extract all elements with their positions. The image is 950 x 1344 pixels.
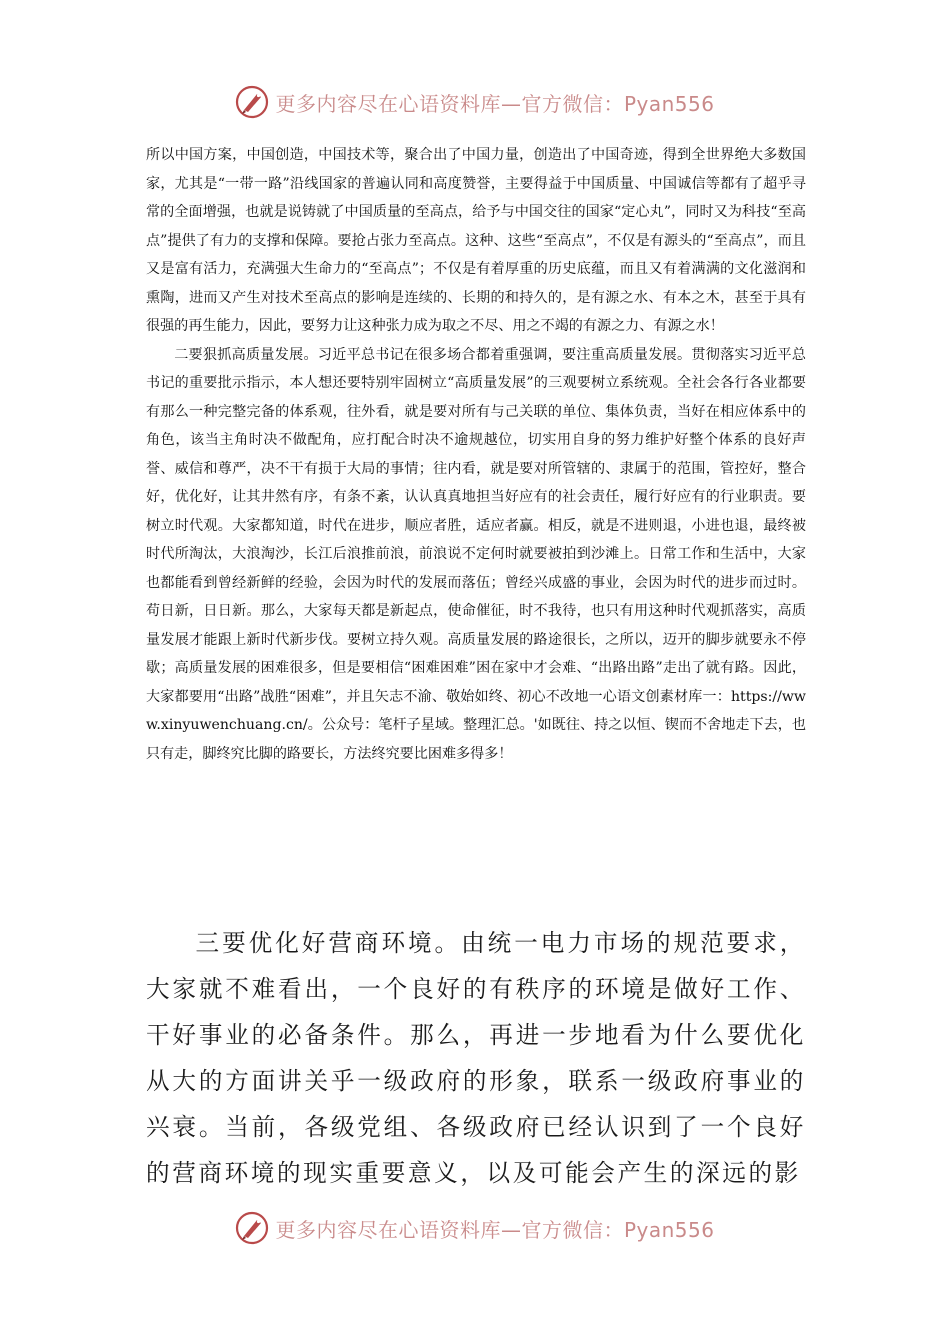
footer-banner-text: 更多内容尽在心语资料库—官方微信：Pyan556 xyxy=(275,1217,715,1242)
paragraph-3: 三要优化好营商环境。由统一电力市场的规范要求，大家就不难看出，一个良好的有秩序的环境是做好工作、干好事业的必备条件。那么，再进一步地看为什么要优化从大的方面讲关乎一级政府的形象，联系一级政府事业的兴衰。当前，各级党组、各级政府已经认识到了一个良好的营商环境的现实重要意义，以及可能会产生的深远的影 xyxy=(146,929,806,1187)
pen-logo-icon xyxy=(235,1211,269,1245)
header-banner xyxy=(0,82,950,122)
pen-logo-icon xyxy=(235,85,269,119)
paragraph-1: 所以中国方案，中国创造，中国技术等，聚合出了中国力量，创造出了中国奇迹，得到全世界绝大多数国家，尤其是“一带一路”沿线国家的普遍认同和高度赞誉，主要得益于中国质量、中国诚信等都有了超乎寻常的全面增强，也就是说铸就了中国质量的至高点，给予与中国交往的国家“定心丸”，同时又为科技“至高点”提供了有力的支撑和保障。要抢占张力至高点。这种、这些“至高点”，不仅是有源头的“至高点”，而且又是富有活力，充满强大生命力的“至高点”；不仅是有着厚重的历史底蕴，而且又有着满满的文化滋润和熏陶，进而又产生对技术至高点的影响是连续的、长期的和持久的，是有源之水、有本之木，甚至于具有很强的再生能力，因此，要努力让这种张力成为取之不尽、用之不竭的有源之力、有源之水！ xyxy=(146,147,806,334)
document-body xyxy=(146,141,806,768)
footer-banner xyxy=(0,1208,950,1248)
header-banner-text: 更多内容尽在心语资料库—官方微信：Pyan556 xyxy=(275,91,715,116)
paragraph-2: 二要狠抓高质量发展。习近平总书记在很多场合都着重强调，要注重高质量发展。贯彻落实习近平总书记的重要批示指示，本人想还要特别牢固树立“高质量发展”的三观要树立系统观。全社会各行各业都要有那么一种完整完备的体系观，往外看，就是要对所有与己关联的单位、集体负责，当好在相应体系中的角色，该当主角时决不做配角，应打配合时决不逾规越位，切实用自身的努力维护好整个体系的良好声誉、威信和尊严，决不干有损于大局的事情；往内看，就是要对所管辖的、隶属于的范围，管控好，整合好，优化好，让其井然有序，有条不紊，认认真真地担当好应有的社会责任，履行好应有的行业职责。要树立时代观。大家都知道，时代在进步，顺应者胜，适应者赢。相反，就是不进则退，小进也退，最终被时代所淘汰，大浪淘沙，长江后浪推前浪，前浪说不定何时就要被拍到沙滩上。日常工作和生活中，大家也都能看到曾经新鲜的经验，会因为时代的发展而落伍；曾经兴成盛的事业，会因为时代的进步而过时。苟日新，日日新。那么，大家每天都是新起点，使命催征，时不我待，也只有用这种时代观抓落实，高质量发展才能跟上新时代新步伐。要树立持久观。高质量发展的路途很长，之所以，迈开的脚步就要永不停歇；高质量发展的困难很多，但是要相信“困难困难”困在家中才会难、“出路出路”走出了就有路。因此，大家都要用“出路”战胜“困难”，并且矢志不渝、敬始如终、初心不改地一心语文创素材库一：https://www.xinyuwenchuang.cn/。公众号：笔杆子星域。整理汇总。'如既往、持之以恒、锲而不舍地走下去，也只有走，脚终究比脚的路要长，方法终究要比困难多得多！ xyxy=(146,346,806,762)
